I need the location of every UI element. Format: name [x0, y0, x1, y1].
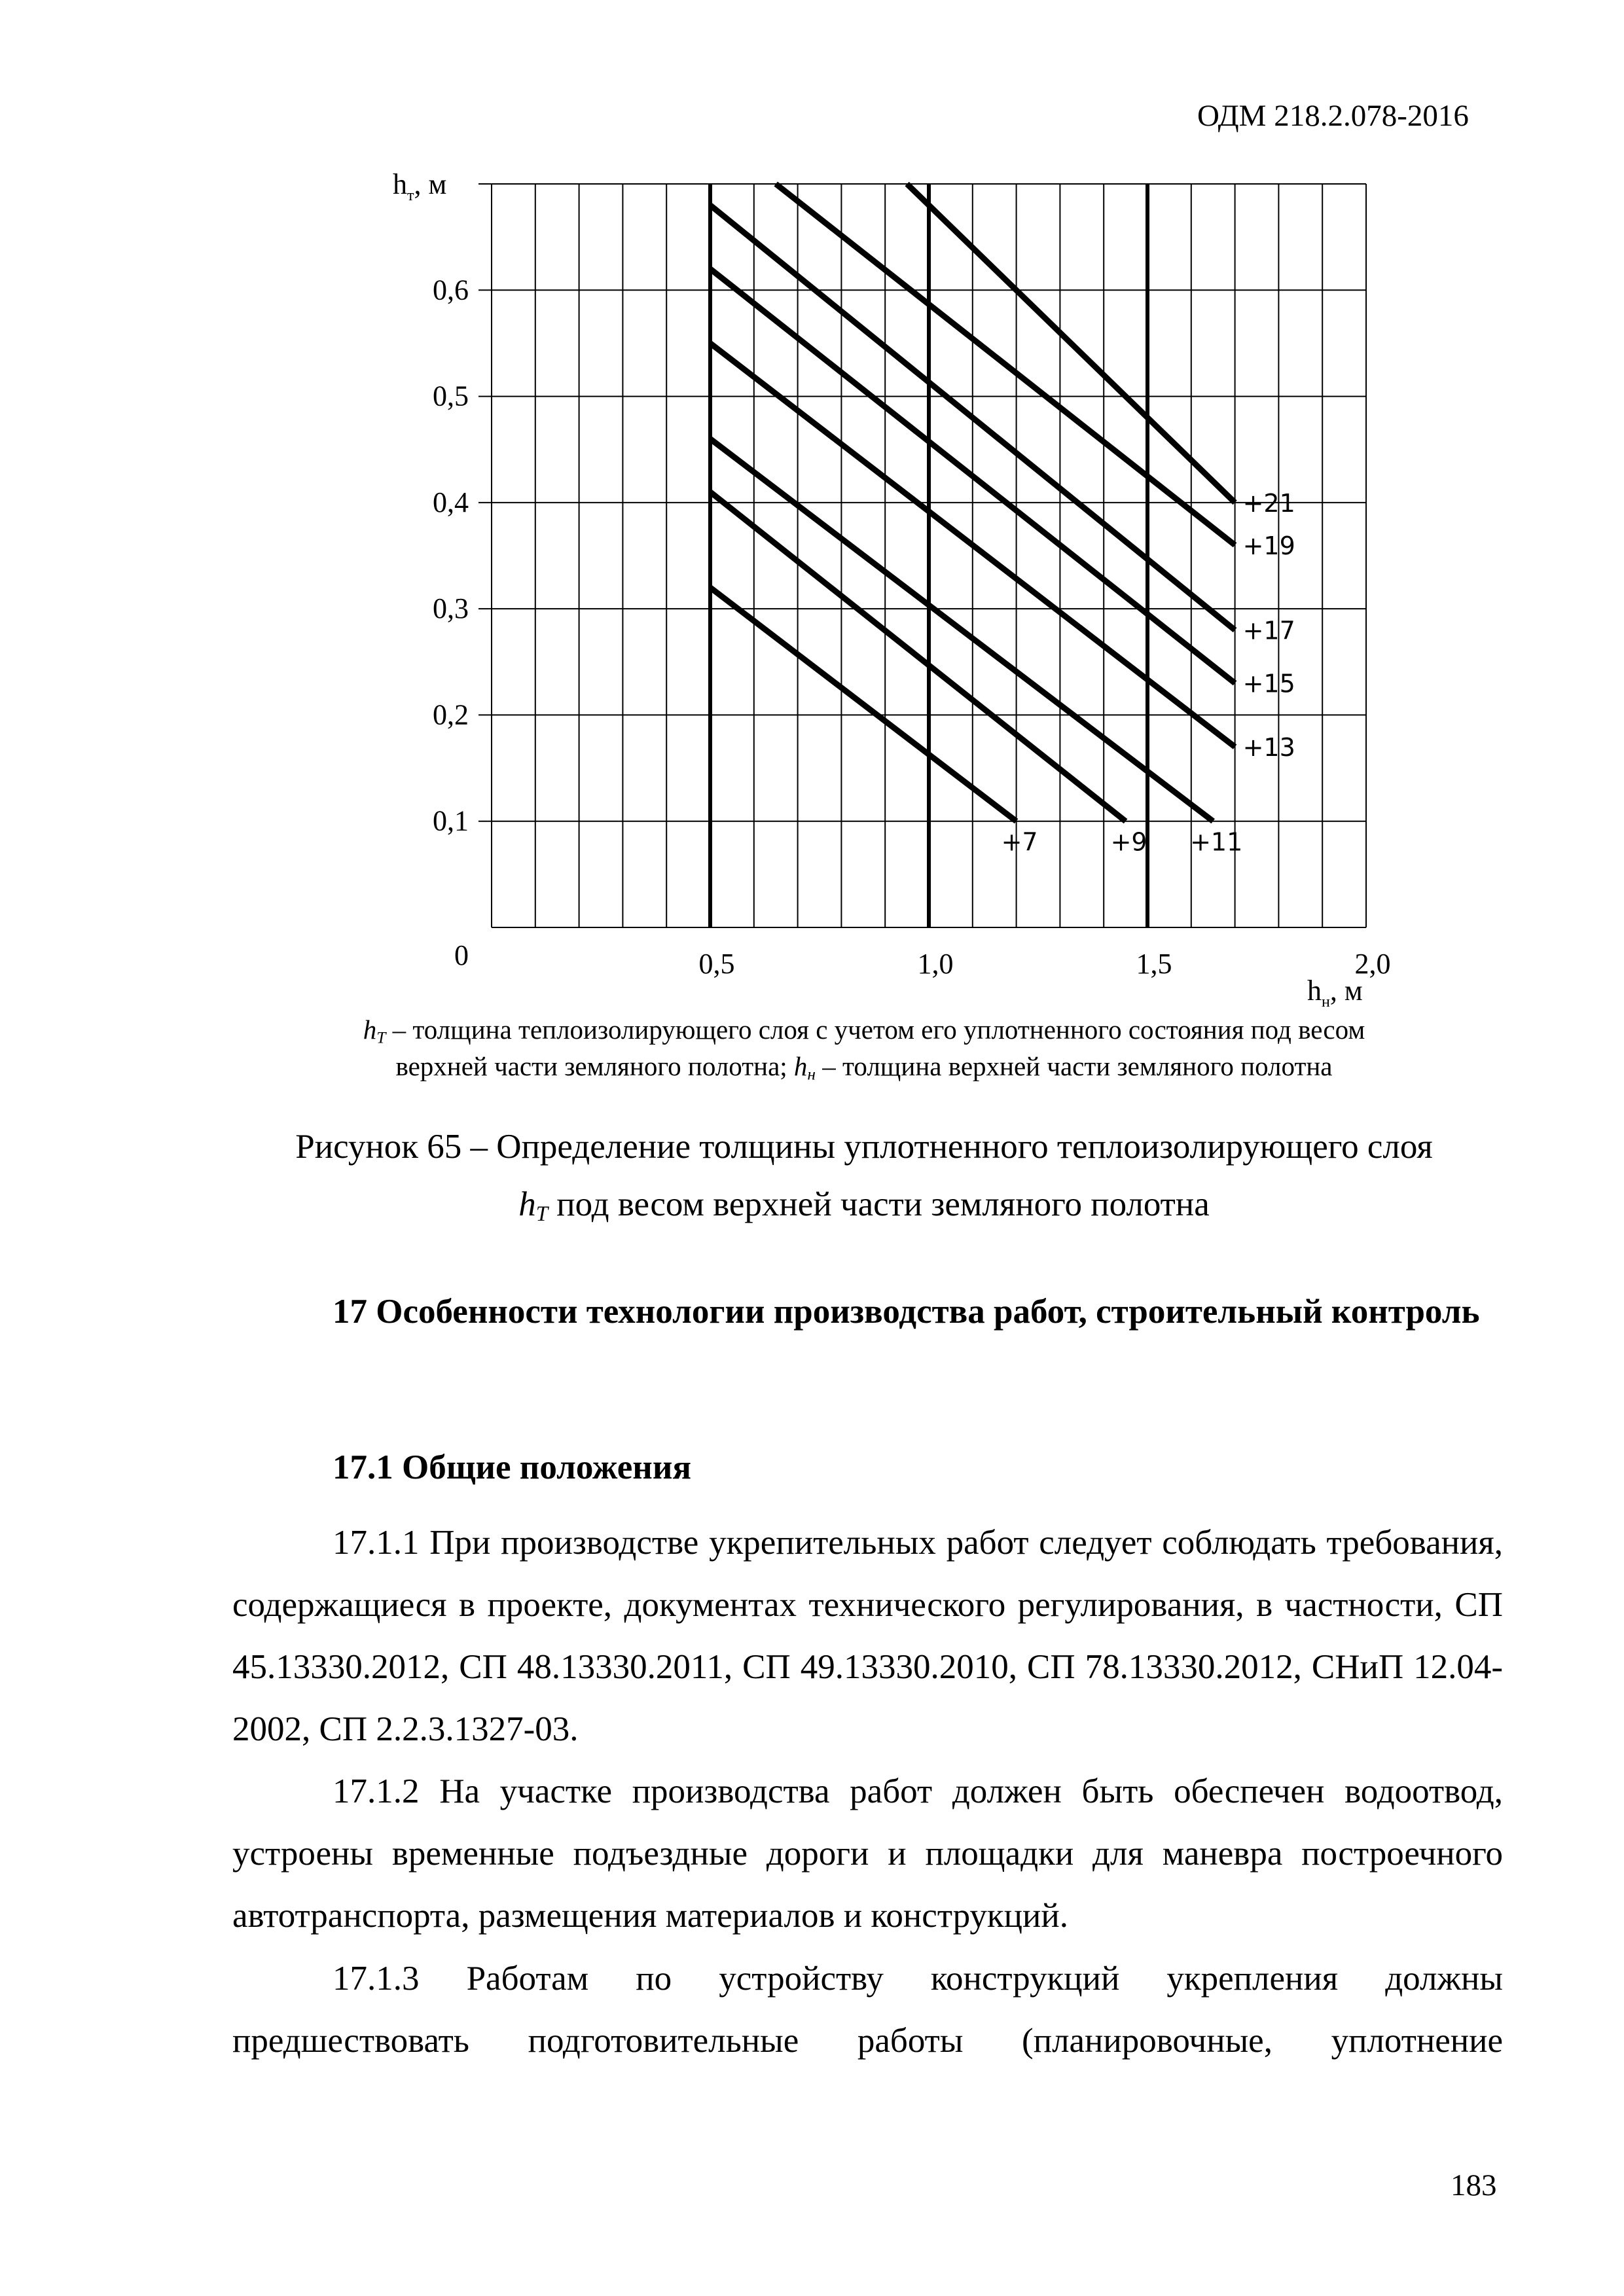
series-label: +15 — [1242, 669, 1295, 698]
series-line — [776, 184, 1235, 545]
figure-caption-line-2 — [196, 1175, 1532, 1233]
y-axis-label-sub: т — [407, 187, 414, 204]
x-tick-label: 1,5 — [1136, 948, 1172, 980]
document-code-header: ОДМ 218.2.078-2016 — [1197, 99, 1469, 133]
y-axis-label-unit: , м — [414, 168, 447, 200]
page-number: 183 — [1451, 2168, 1497, 2202]
y-tick-label: 0,2 — [433, 698, 469, 731]
ht-definition: – толщина теплоизолирующего слоя с учетом его уплотненного состояния под весом — [386, 1014, 1365, 1045]
y-axis-label — [393, 168, 446, 204]
x-axis-label-sub: н — [1322, 994, 1330, 1011]
x-axis-label-var: h — [1307, 975, 1322, 1007]
x-tick-label: 2,0 — [1354, 948, 1391, 980]
figure-caption — [196, 1118, 1532, 1233]
paragraph-17-1-3: 17.1.3 Работам по устройству конструкций укрепления должны предшествовать подготовительные работы (планировочные, уплотнение — [232, 1960, 1503, 2060]
series-label: +21 — [1242, 488, 1295, 518]
series-label: +11 — [1190, 827, 1243, 857]
x-axis-label-unit: , м — [1329, 975, 1363, 1007]
figure-legend-note — [249, 1011, 1479, 1085]
caption-ht-variable: h — [518, 1185, 536, 1223]
series-line — [710, 588, 1017, 821]
chart — [0, 0, 1624, 1021]
x-tick-label: 1,0 — [917, 948, 954, 980]
figure-legend-line-1 — [249, 1011, 1479, 1048]
series-label: +9 — [1110, 827, 1147, 857]
y-tick-label: 0,3 — [433, 592, 469, 625]
ht-variable: h — [363, 1014, 377, 1045]
y-tick-label: 0,5 — [433, 380, 469, 412]
y-axis-label-var: h — [393, 168, 407, 200]
caption-line-2-text: под весом верхней части земляного полотна — [548, 1185, 1210, 1223]
origin-label: 0 — [454, 939, 469, 971]
x-tick-label: 0,5 — [698, 948, 735, 980]
hn-prefix: верхней части земляного полотна; — [395, 1051, 794, 1081]
series-label: +7 — [1001, 827, 1038, 857]
y-tick-label: 0,1 — [433, 804, 469, 837]
series-line — [907, 184, 1235, 503]
subsection-heading: 17.1 Общие положения — [333, 1448, 692, 1486]
series-line — [710, 492, 1126, 821]
series-label: +17 — [1242, 616, 1295, 645]
hn-subscript: н — [807, 1065, 816, 1084]
series-label: +13 — [1242, 733, 1295, 762]
y-tick-label: 0,6 — [433, 274, 469, 306]
series-line — [710, 439, 1213, 821]
hn-definition: – толщина верхней части земляного полотна — [816, 1051, 1333, 1081]
ht-subscript: T — [376, 1028, 386, 1047]
hn-variable: h — [793, 1051, 808, 1081]
series-label: +19 — [1242, 531, 1295, 560]
paragraph-17-1-1: 17.1.1 При производстве укрепительных работ следует соблюдать требования, содержащиеся в проекте, документах технического регулирования, в частности, СП 45.13330.2012, СП 48.13330.2011, СП 49.13330.2010, СП 78.13330.2012, СНиП 12.04-2002, СП 2.2.3.1327-03. — [232, 1524, 1503, 1748]
section-heading: 17 Особенности технологии производства работ, строительный контроль — [333, 1293, 1480, 1331]
y-tick-label: 0,4 — [433, 486, 469, 518]
paragraph-17-1-2: 17.1.2 На участке производства работ должен быть обеспечен водоотвод, устроены временные подъездные дороги и площадки для маневра построечного автотранспорта, размещения материалов и конструкций. — [232, 1772, 1503, 1935]
figure-legend-line-2 — [249, 1048, 1479, 1085]
x-axis-label — [1307, 975, 1363, 1011]
figure-caption-line-1: Рисунок 65 – Определение толщины уплотненного теплоизолирующего слоя — [295, 1128, 1433, 1166]
caption-ht-subscript: T — [535, 1202, 549, 1227]
